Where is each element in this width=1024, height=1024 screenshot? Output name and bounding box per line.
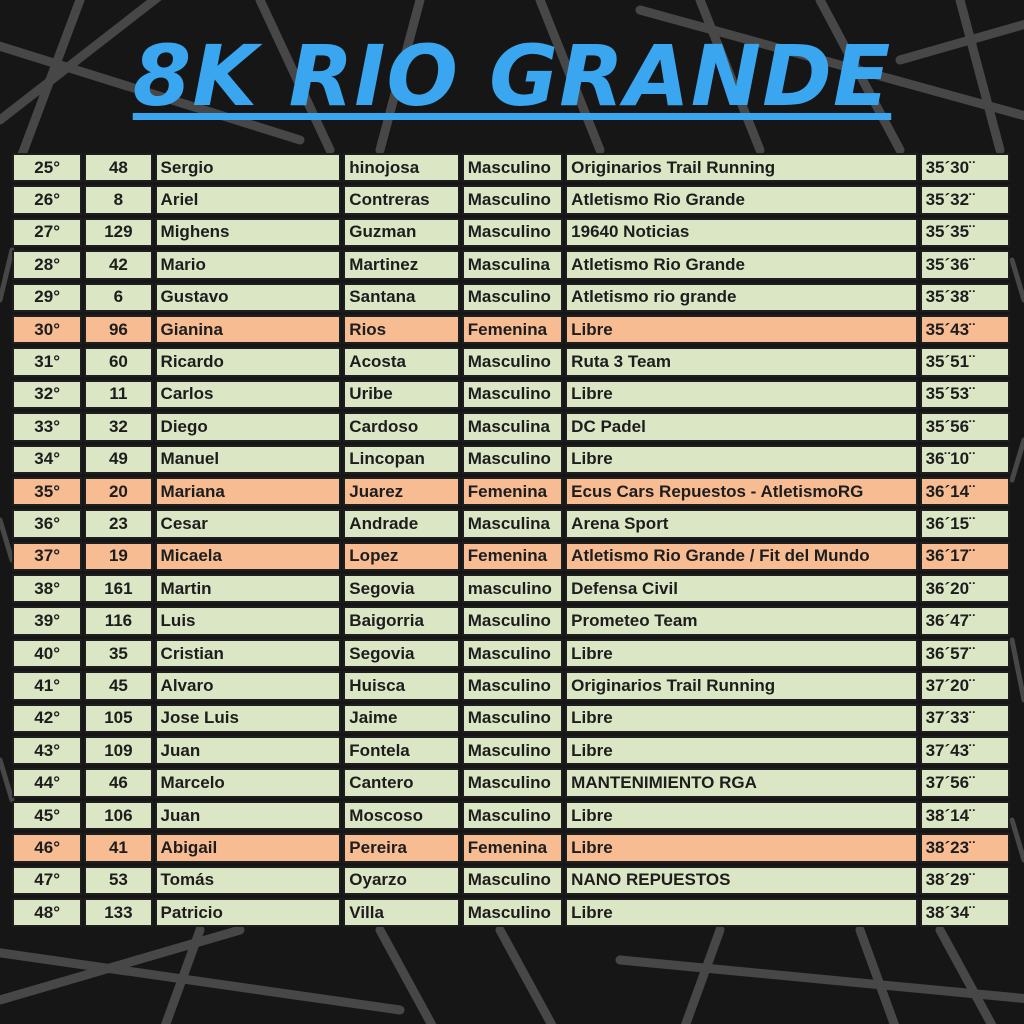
time-cell: 35´30¨ xyxy=(920,153,1010,182)
bib-number-cell: 46 xyxy=(84,768,152,797)
last-name-cell: Huisca xyxy=(343,671,459,700)
time-cell: 35´56¨ xyxy=(920,412,1010,441)
position-cell: 25° xyxy=(12,153,82,182)
time-cell: 38´29¨ xyxy=(920,866,1010,895)
gender-cell: Masculino xyxy=(462,898,563,927)
bib-number-cell: 42 xyxy=(84,250,152,279)
time-cell: 36´57¨ xyxy=(920,639,1010,668)
gender-cell: masculino xyxy=(462,574,563,603)
bib-number-cell: 8 xyxy=(84,185,152,214)
position-cell: 48° xyxy=(12,898,82,927)
team-cell: Originarios Trail Running xyxy=(565,671,917,700)
first-name-cell: Gustavo xyxy=(155,283,342,312)
bib-number-cell: 49 xyxy=(84,445,152,474)
table-row xyxy=(12,866,1010,895)
bib-number-cell: 105 xyxy=(84,704,152,733)
first-name-cell: Patricio xyxy=(155,898,342,927)
gender-cell: Masculino xyxy=(462,347,563,376)
gender-cell: Masculino xyxy=(462,606,563,635)
first-name-cell: Sergio xyxy=(155,153,342,182)
position-cell: 44° xyxy=(12,768,82,797)
table-row xyxy=(12,639,1010,668)
bib-number-cell: 6 xyxy=(84,283,152,312)
first-name-cell: Cesar xyxy=(155,509,342,538)
time-cell: 35´38¨ xyxy=(920,283,1010,312)
first-name-cell: Marcelo xyxy=(155,768,342,797)
time-cell: 36´47¨ xyxy=(920,606,1010,635)
last-name-cell: Jaime xyxy=(343,704,459,733)
table-row xyxy=(12,412,1010,441)
first-name-cell: Micaela xyxy=(155,542,342,571)
last-name-cell: hinojosa xyxy=(343,153,459,182)
last-name-cell: Cantero xyxy=(343,768,459,797)
team-cell: Originarios Trail Running xyxy=(565,153,917,182)
gender-cell: Masculino xyxy=(462,866,563,895)
team-cell: Atletismo Rio Grande / Fit del Mundo xyxy=(565,542,917,571)
gender-cell: Femenina xyxy=(462,542,563,571)
time-cell: 35´51¨ xyxy=(920,347,1010,376)
first-name-cell: Gianina xyxy=(155,315,342,344)
last-name-cell: Acosta xyxy=(343,347,459,376)
last-name-cell: Martinez xyxy=(343,250,459,279)
first-name-cell: Manuel xyxy=(155,445,342,474)
time-cell: 37´56¨ xyxy=(920,768,1010,797)
team-cell: Libre xyxy=(565,898,917,927)
bib-number-cell: 32 xyxy=(84,412,152,441)
team-cell: 19640 Noticias xyxy=(565,218,917,247)
gender-cell: Masculino xyxy=(462,283,563,312)
bib-number-cell: 129 xyxy=(84,218,152,247)
first-name-cell: Mariana xyxy=(155,477,342,506)
position-cell: 26° xyxy=(12,185,82,214)
bib-number-cell: 60 xyxy=(84,347,152,376)
first-name-cell: Martin xyxy=(155,574,342,603)
bib-number-cell: 96 xyxy=(84,315,152,344)
time-cell: 36´14¨ xyxy=(920,477,1010,506)
table-row xyxy=(12,833,1010,862)
time-cell: 36´17¨ xyxy=(920,542,1010,571)
position-cell: 29° xyxy=(12,283,82,312)
position-cell: 43° xyxy=(12,736,82,765)
table-row xyxy=(12,218,1010,247)
table-row xyxy=(12,347,1010,376)
position-cell: 41° xyxy=(12,671,82,700)
position-cell: 46° xyxy=(12,833,82,862)
last-name-cell: Segovia xyxy=(343,639,459,668)
first-name-cell: Ariel xyxy=(155,185,342,214)
table-row xyxy=(12,768,1010,797)
position-cell: 28° xyxy=(12,250,82,279)
team-cell: Libre xyxy=(565,315,917,344)
team-cell: Libre xyxy=(565,639,917,668)
team-cell: Ruta 3 Team xyxy=(565,347,917,376)
time-cell: 35´53¨ xyxy=(920,380,1010,409)
first-name-cell: Jose Luis xyxy=(155,704,342,733)
team-cell: DC Padel xyxy=(565,412,917,441)
time-cell: 36¨10¨ xyxy=(920,445,1010,474)
bib-number-cell: 19 xyxy=(84,542,152,571)
time-cell: 37´33¨ xyxy=(920,704,1010,733)
bib-number-cell: 109 xyxy=(84,736,152,765)
gender-cell: Masculino xyxy=(462,380,563,409)
first-name-cell: Alvaro xyxy=(155,671,342,700)
time-cell: 35´36¨ xyxy=(920,250,1010,279)
team-cell: Libre xyxy=(565,833,917,862)
table-row xyxy=(12,283,1010,312)
first-name-cell: Luis xyxy=(155,606,342,635)
team-cell: Arena Sport xyxy=(565,509,917,538)
first-name-cell: Cristian xyxy=(155,639,342,668)
gender-cell: Masculino xyxy=(462,185,563,214)
first-name-cell: Juan xyxy=(155,801,342,830)
gender-cell: Masculina xyxy=(462,250,563,279)
gender-cell: Masculino xyxy=(462,768,563,797)
time-cell: 35´43¨ xyxy=(920,315,1010,344)
team-cell: Libre xyxy=(565,736,917,765)
first-name-cell: Mario xyxy=(155,250,342,279)
table-row xyxy=(12,801,1010,830)
table-row xyxy=(12,509,1010,538)
bib-number-cell: 20 xyxy=(84,477,152,506)
table-row xyxy=(12,542,1010,571)
position-cell: 39° xyxy=(12,606,82,635)
team-cell: Libre xyxy=(565,445,917,474)
bib-number-cell: 35 xyxy=(84,639,152,668)
last-name-cell: Contreras xyxy=(343,185,459,214)
position-cell: 37° xyxy=(12,542,82,571)
time-cell: 37´43¨ xyxy=(920,736,1010,765)
table-row xyxy=(12,898,1010,927)
table-row xyxy=(12,185,1010,214)
position-cell: 47° xyxy=(12,866,82,895)
last-name-cell: Guzman xyxy=(343,218,459,247)
last-name-cell: Villa xyxy=(343,898,459,927)
position-cell: 32° xyxy=(12,380,82,409)
bib-number-cell: 41 xyxy=(84,833,152,862)
team-cell: Defensa Civil xyxy=(565,574,917,603)
results-body xyxy=(12,153,1010,927)
bib-number-cell: 161 xyxy=(84,574,152,603)
bib-number-cell: 23 xyxy=(84,509,152,538)
time-cell: 35´35¨ xyxy=(920,218,1010,247)
last-name-cell: Rios xyxy=(343,315,459,344)
bib-number-cell: 45 xyxy=(84,671,152,700)
last-name-cell: Lincopan xyxy=(343,445,459,474)
team-cell: Ecus Cars Repuestos - AtletismoRG xyxy=(565,477,917,506)
position-cell: 27° xyxy=(12,218,82,247)
team-cell: Libre xyxy=(565,704,917,733)
gender-cell: Masculino xyxy=(462,639,563,668)
results-table xyxy=(10,150,1012,930)
last-name-cell: Segovia xyxy=(343,574,459,603)
table-row xyxy=(12,153,1010,182)
first-name-cell: Carlos xyxy=(155,380,342,409)
gender-cell: Masculino xyxy=(462,445,563,474)
position-cell: 38° xyxy=(12,574,82,603)
team-cell: Libre xyxy=(565,380,917,409)
gender-cell: Masculina xyxy=(462,412,563,441)
team-cell: MANTENIMIENTO RGA xyxy=(565,768,917,797)
position-cell: 36° xyxy=(12,509,82,538)
last-name-cell: Santana xyxy=(343,283,459,312)
bib-number-cell: 48 xyxy=(84,153,152,182)
team-cell: Atletismo Rio Grande xyxy=(565,250,917,279)
table-row xyxy=(12,445,1010,474)
first-name-cell: Tomás xyxy=(155,866,342,895)
team-cell: Libre xyxy=(565,801,917,830)
last-name-cell: Uribe xyxy=(343,380,459,409)
time-cell: 37´20¨ xyxy=(920,671,1010,700)
time-cell: 35´32¨ xyxy=(920,185,1010,214)
bib-number-cell: 116 xyxy=(84,606,152,635)
table-row xyxy=(12,606,1010,635)
last-name-cell: Juarez xyxy=(343,477,459,506)
table-row xyxy=(12,380,1010,409)
gender-cell: Masculino xyxy=(462,736,563,765)
position-cell: 30° xyxy=(12,315,82,344)
gender-cell: Femenina xyxy=(462,477,563,506)
time-cell: 38´23¨ xyxy=(920,833,1010,862)
position-cell: 35° xyxy=(12,477,82,506)
table-row xyxy=(12,704,1010,733)
table-row xyxy=(12,315,1010,344)
last-name-cell: Baigorria xyxy=(343,606,459,635)
bib-number-cell: 53 xyxy=(84,866,152,895)
position-cell: 34° xyxy=(12,445,82,474)
table-row xyxy=(12,574,1010,603)
position-cell: 31° xyxy=(12,347,82,376)
table-row xyxy=(12,250,1010,279)
first-name-cell: Diego xyxy=(155,412,342,441)
bib-number-cell: 106 xyxy=(84,801,152,830)
team-cell: NANO REPUESTOS xyxy=(565,866,917,895)
gender-cell: Masculino xyxy=(462,153,563,182)
last-name-cell: Andrade xyxy=(343,509,459,538)
first-name-cell: Juan xyxy=(155,736,342,765)
table-row xyxy=(12,736,1010,765)
position-cell: 40° xyxy=(12,639,82,668)
gender-cell: Masculino xyxy=(462,801,563,830)
time-cell: 38´34¨ xyxy=(920,898,1010,927)
table-row xyxy=(12,477,1010,506)
bib-number-cell: 133 xyxy=(84,898,152,927)
last-name-cell: Pereira xyxy=(343,833,459,862)
team-cell: Atletismo Rio Grande xyxy=(565,185,917,214)
time-cell: 36´15¨ xyxy=(920,509,1010,538)
last-name-cell: Lopez xyxy=(343,542,459,571)
gender-cell: Masculino xyxy=(462,704,563,733)
team-cell: Prometeo Team xyxy=(565,606,917,635)
gender-cell: Femenina xyxy=(462,315,563,344)
gender-cell: Masculino xyxy=(462,218,563,247)
position-cell: 42° xyxy=(12,704,82,733)
gender-cell: Masculina xyxy=(462,509,563,538)
team-cell: Atletismo rio grande xyxy=(565,283,917,312)
page-title: 8K RIO GRANDE xyxy=(132,27,892,125)
last-name-cell: Cardoso xyxy=(343,412,459,441)
last-name-cell: Fontela xyxy=(343,736,459,765)
table-row xyxy=(12,671,1010,700)
first-name-cell: Ricardo xyxy=(155,347,342,376)
last-name-cell: Oyarzo xyxy=(343,866,459,895)
position-cell: 33° xyxy=(12,412,82,441)
gender-cell: Masculino xyxy=(462,671,563,700)
time-cell: 36´20¨ xyxy=(920,574,1010,603)
last-name-cell: Moscoso xyxy=(343,801,459,830)
gender-cell: Femenina xyxy=(462,833,563,862)
time-cell: 38´14¨ xyxy=(920,801,1010,830)
first-name-cell: Abigail xyxy=(155,833,342,862)
first-name-cell: Mighens xyxy=(155,218,342,247)
position-cell: 45° xyxy=(12,801,82,830)
bib-number-cell: 11 xyxy=(84,380,152,409)
